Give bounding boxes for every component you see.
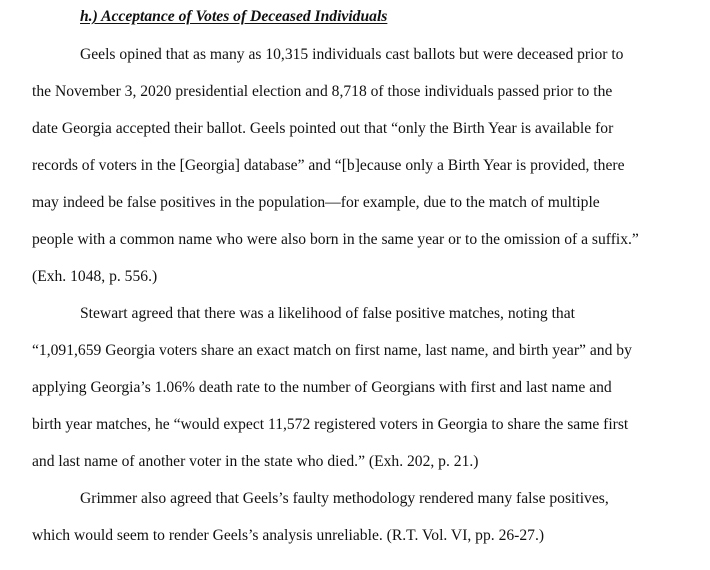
paragraph-2-line-1: Stewart agreed that there was a likelihood of false positive matches, noting that xyxy=(80,305,575,322)
paragraph-1-line-6: people with a common name who were also born in the same year or to the omission of a suffix.” xyxy=(32,231,639,248)
paragraph-2-line-4: birth year matches, he “would expect 11,572 registered voters in Georgia to share the same first xyxy=(32,416,629,433)
paragraph-1-line-3: date Georgia accepted their ballot. Geels pointed out that “only the Birth Year is available for xyxy=(32,120,614,137)
paragraph-1-line-4: records of voters in the [Georgia] database” and “[b]ecause only a Birth Year is provided, there xyxy=(32,157,625,174)
paragraph-3-line-1: Grimmer also agreed that Geels’s faulty methodology rendered many false positives, xyxy=(80,490,609,507)
section-heading: h.) Acceptance of Votes of Deceased Individuals xyxy=(80,8,388,25)
paragraph-3-line-2: which would seem to render Geels’s analysis unreliable. (R.T. Vol. VI, pp. 26-27.) xyxy=(32,527,545,544)
paragraph-1-line-7: (Exh. 1048, p. 556.) xyxy=(32,268,158,285)
paragraph-2-line-5: and last name of another voter in the state who died.” (Exh. 202, p. 21.) xyxy=(32,453,479,470)
paragraph-2-line-3: applying Georgia’s 1.06% death rate to the number of Georgians with first and last name and xyxy=(32,379,612,396)
paragraph-1-line-2: the November 3, 2020 presidential election and 8,718 of those individuals passed prior to the xyxy=(32,83,613,100)
paragraph-1-line-1: Geels opined that as many as 10,315 individuals cast ballots but were deceased prior to xyxy=(80,46,624,63)
paragraph-2-line-2: “1,091,659 Georgia voters share an exact match on first name, last name, and birth year” and by xyxy=(32,342,632,359)
paragraph-1-line-5: may indeed be false positives in the population—for example, due to the match of multiple xyxy=(32,194,600,211)
